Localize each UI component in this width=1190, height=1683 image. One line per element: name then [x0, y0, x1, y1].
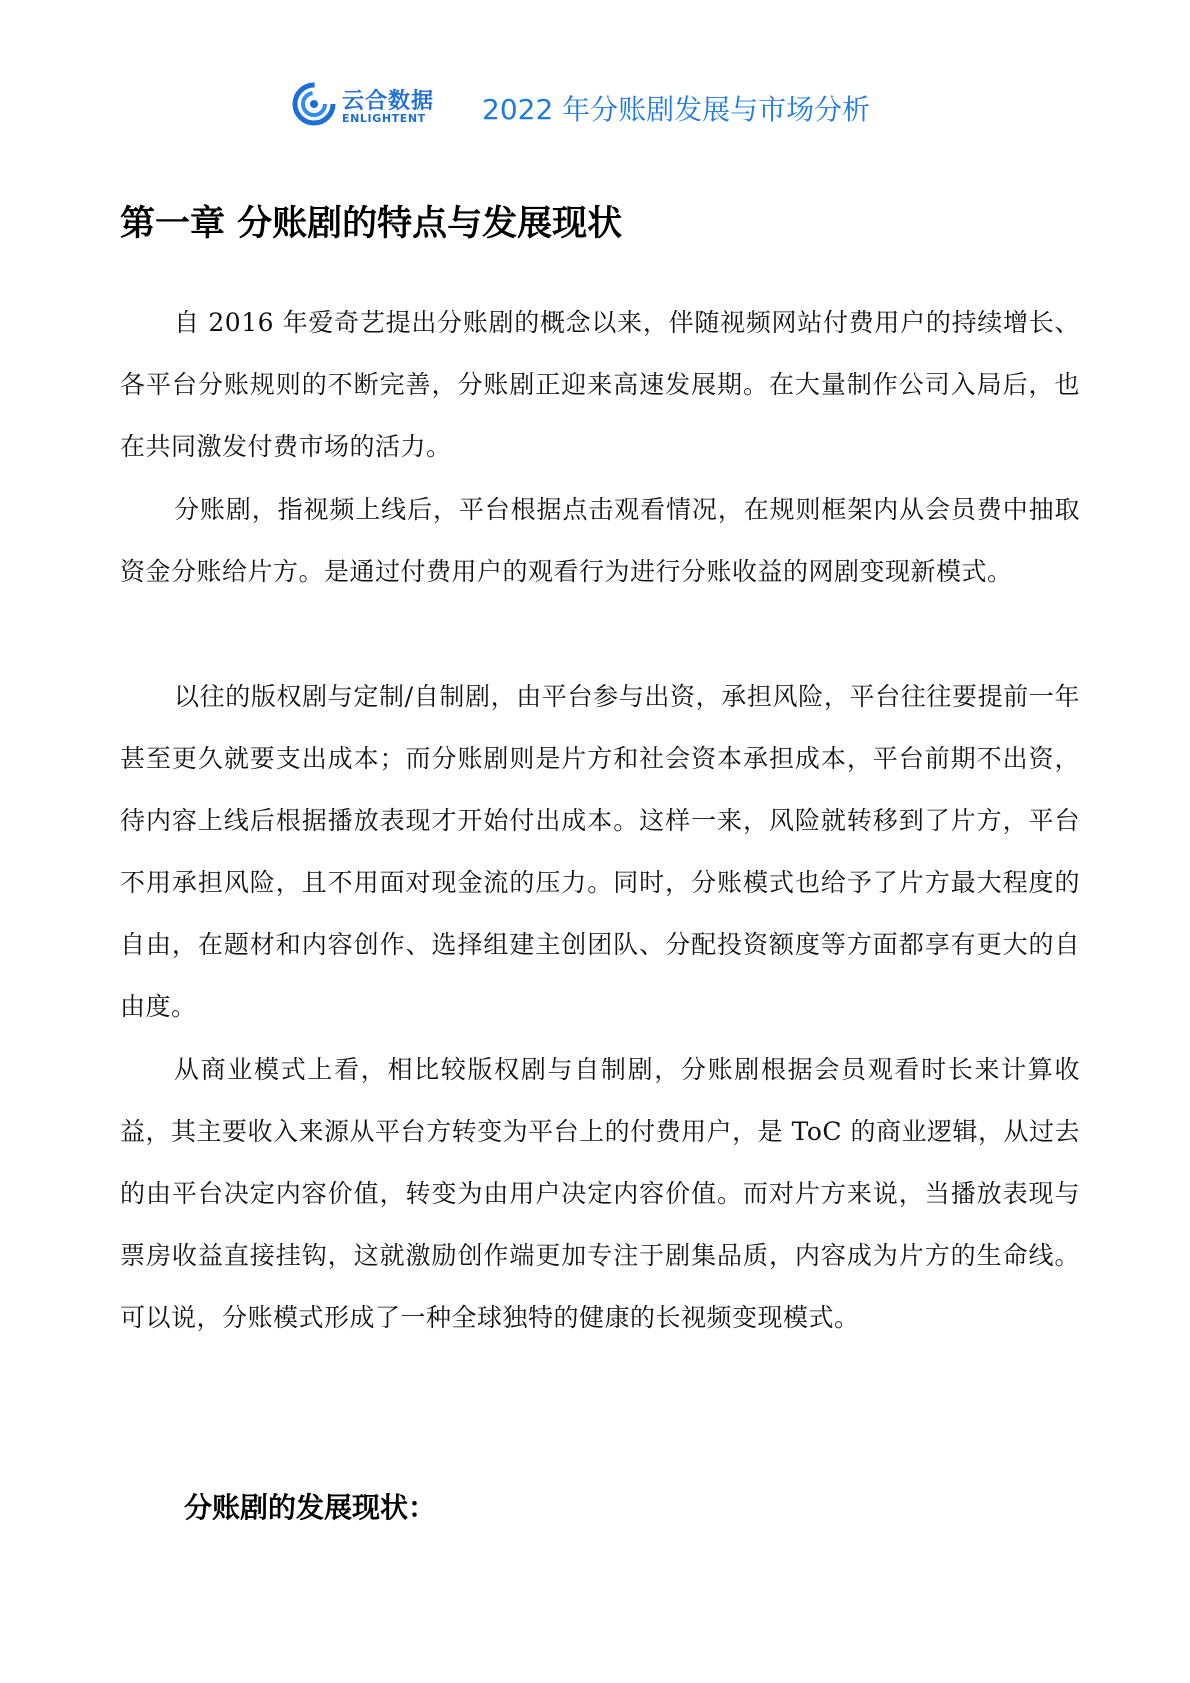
logo-chinese-text: 云合数据 — [342, 89, 435, 114]
report-title: 2022 年分账剧发展与市场分析 — [482, 93, 871, 126]
body-paragraph: 从商业模式上看，相比较版权剧与自制剧，分账剧根据会员观看时长来计算收益，其主要收入来源从平台方转变为平台上的付费用户，是 ToC 的商业逻辑，从过去的由平台决定内容价值，转变为由用户决定内容价值。而对片方来说，当播放表现与票房收益直接挂钩，这就激励创作端更加专注于剧集品质，内容成为片方的生命线。可以说，分账模式形成了一种全球独特的健康的长视频变现模式。 — [120, 1055, 1080, 1332]
logo-english-text: ENLIGHTENT — [342, 112, 426, 125]
chapter-title: 第一章 分账剧的特点与发展现状 — [120, 204, 623, 244]
company-logo — [292, 82, 442, 130]
enlighten-logo-icon — [292, 82, 336, 126]
page-header — [0, 74, 1190, 134]
body-paragraph: 分账剧，指视频上线后，平台根据点击观看情况，在规则框架内从会员费中抽取资金分账给片方。是通过付费用户的观看行为进行分账收益的网剧变现新模式。 — [120, 495, 1080, 586]
section-heading: 分账剧的发展现状： — [184, 1491, 437, 1524]
body-paragraph: 自 2016 年爱奇艺提出分账剧的概念以来，伴随视频网站付费用户的持续增长、各平台分账规则的不断完善，分账剧正迎来高速发展期。在大量制作公司入局后，也在共同激发付费市场的活力。 — [120, 308, 1080, 461]
body-paragraph: 以往的版权剧与定制/自制剧，由平台参与出资，承担风险，平台往往要提前一年甚至更久就要支出成本；而分账剧则是片方和社会资本承担成本，平台前期不出资，待内容上线后根据播放表现才开始付出成本。这样一来，风险就转移到了片方，平台不用承担风险，且不用面对现金流的压力。同时，分账模式也给予了片方最大程度的自由，在题材和内容创作、选择组建主创团队、分配投资额度等方面都享有更大的自由度。 — [120, 682, 1080, 1021]
